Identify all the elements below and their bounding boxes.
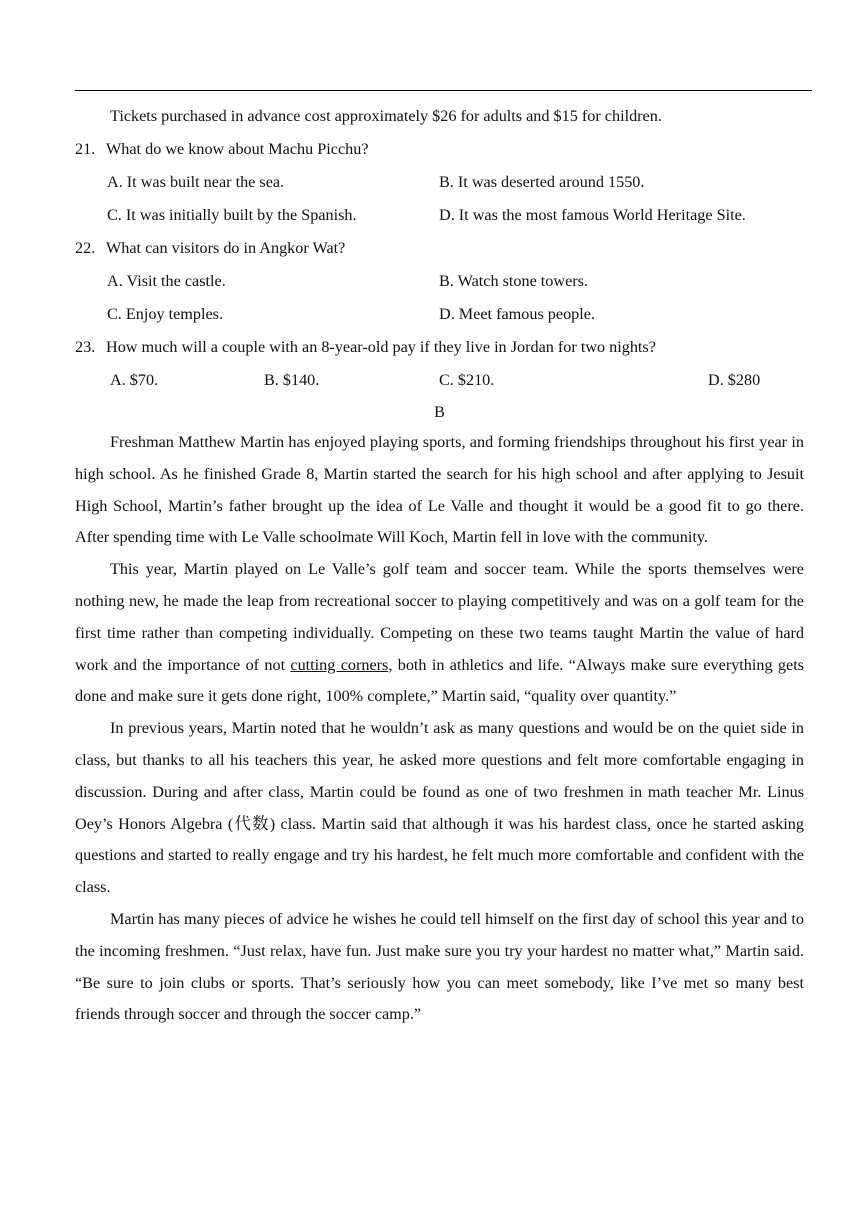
paragraph-text: This year, Martin played on Le Valle’s golf team and soccer team. While the sports themselves were nothing new, he made the leap from recreational soccer to playing competitively and was on a golf team for the first time rather than competing individually. Competing on these two teams taught Martin the value of hard work and the importance of not	[75, 560, 804, 674]
passage-paragraph	[75, 713, 804, 904]
option-b: B. Watch stone towers.	[439, 272, 589, 290]
header-rule	[75, 90, 812, 91]
question-text: What can visitors do in Angkor Wat?	[106, 239, 346, 257]
option-a: A. It was built near the sea.	[107, 173, 285, 191]
option-b: B. $140.	[264, 371, 320, 389]
option-d: D. It was the most famous World Heritage Site.	[439, 206, 746, 224]
option-d: D. Meet famous people.	[439, 305, 595, 323]
option-c: C. Enjoy temples.	[107, 305, 223, 323]
option-c: C. $210.	[439, 371, 495, 389]
option-a: A. Visit the castle.	[107, 272, 226, 290]
question-text: How much will a couple with an 8-year-old pay if they live in Jordan for two nights?	[106, 338, 656, 356]
option-b: B. It was deserted around 1550.	[439, 173, 645, 191]
options-row	[75, 199, 804, 232]
question-text: What do we know about Machu Picchu?	[106, 140, 369, 158]
underlined-phrase: cutting corners,	[290, 655, 393, 674]
option-d: D. $280	[708, 371, 761, 389]
question-number: 23.	[75, 338, 96, 356]
question-22	[75, 232, 804, 265]
passage-paragraph	[75, 904, 804, 1031]
question-number: 22.	[75, 239, 96, 257]
option-a: A. $70.	[110, 371, 159, 389]
paragraph-text: Martin has many pieces of advice he wishes he could tell himself on the first day of school this year and to the incoming freshmen. “Just relax, have fun. Just make sure you try your hardest no matter what,” Martin said. “Be sure to join clubs or sports. That’s seriously how you can meet somebody, like I’ve met so many best friends through soccer and through the soccer camp.”	[75, 909, 804, 1024]
paragraph-text: both in athletics and life. “Always make sure everything gets done and make sure it gets done right, 100% complete,” Martin said, “quality over quantity.”	[75, 655, 804, 706]
question-21	[75, 133, 804, 166]
intro-line: Tickets purchased in advance cost approximately $26 for adults and $15 for children.	[110, 107, 662, 125]
options-row	[75, 364, 804, 397]
options-row	[75, 166, 804, 199]
passage-paragraph	[75, 554, 804, 713]
option-c: C. It was initially built by the Spanish.	[107, 206, 357, 224]
paragraph-text: In previous years, Martin noted that he wouldn’t ask as many questions and would be on the quiet side in class, but thanks to all his teachers this year, he asked more questions and felt more comfortable engaging in discussion. During and after class, Martin could be found as one of two freshmen in math teacher Mr. Linus Oey’s Honors Algebra (代数) class. Martin said that although it was his hardest class, once he started asking questions and started to really engage and try his hardest, he felt much more comfortable and confident with the class.	[75, 719, 804, 897]
options-row	[75, 265, 804, 298]
question-number: 21.	[75, 140, 96, 158]
options-row	[75, 298, 804, 331]
page-content	[75, 100, 804, 1031]
passage-paragraph	[75, 427, 804, 554]
paragraph-text: Freshman Matthew Martin has enjoyed playing sports, and forming friendships throughout his first year in high school. As he finished Grade 8, Martin started the search for his high school and after applying to Jesuit High School, Martin’s father brought up the idea of Le Valle and thought it would be a good fit to go there. After spending time with Le Valle schoolmate Will Koch, Martin fell in love with the community.	[75, 433, 804, 547]
question-23	[75, 331, 804, 364]
section-label: B	[434, 403, 445, 421]
